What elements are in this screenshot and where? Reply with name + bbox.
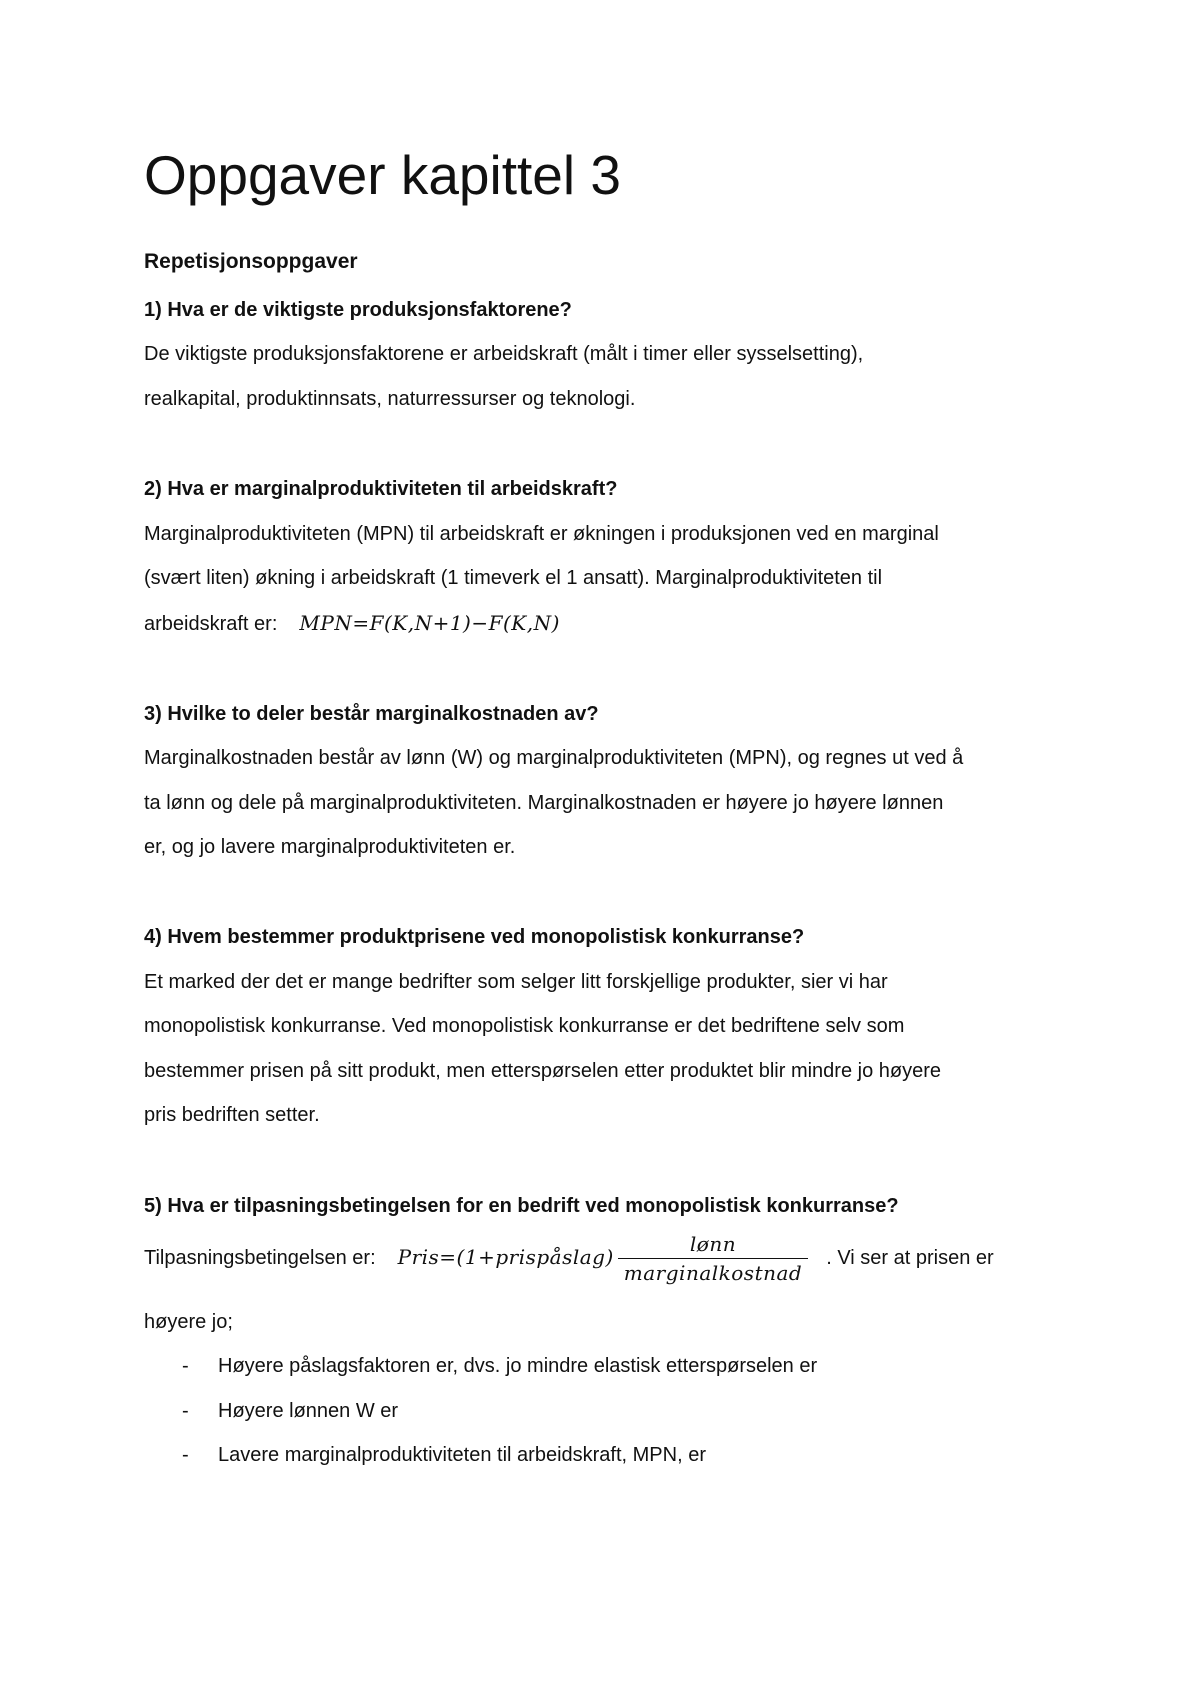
list-item [182,1352,817,1380]
question-3: 3) Hvilke to deler består marginalkostnaden av? [144,703,599,725]
formula-fraction [618,1232,808,1285]
answer-3-line-2: ta lønn og dele på marginalproduktiviteten. Marginalkostnaden er høyere jo høyere lønnen [144,792,944,814]
answer-4-line-2: monopolistisk konkurranse. Ved monopolistisk konkurranse er det bedriftene selv som [144,1015,905,1037]
answer-4-line-3: bestemmer prisen på sitt produkt, men etterspørselen etter produktet blir mindre jo høyere [144,1060,942,1082]
formula-outro: . Vi ser at prisen er [826,1247,994,1269]
price-formula [397,1232,813,1285]
question-4: 4) Hvem bestemmer produktprisene ved monopolistisk konkurranse? [144,926,805,948]
answer-2-line-2: (svært liten) økning i arbeidskraft (1 timeverk el 1 ansatt). Marginalproduktiviteten til [144,567,883,589]
list-item-text: Lavere marginalproduktiviteten til arbeidskraft, MPN, er [218,1444,706,1466]
answer-2-formula-line [144,609,560,638]
mpn-formula: MPN=F(K,N+1)−F(K,N) [299,611,560,635]
answer-4-line-1: Et marked der det er mange bedrifter som selger litt forskjellige produkter, sier vi har [144,971,888,993]
question-2: 2) Hva er marginalproduktiviteten til arbeidskraft? [144,478,618,500]
list-item-text: Høyere lønnen W er [218,1400,399,1422]
answer-5-formula-line [144,1232,994,1285]
question-1: 1) Hva er de viktigste produksjonsfaktorene? [144,299,572,321]
formula-left: Pris=(1+prispåslag) [397,1245,614,1269]
answer-5-continuation: høyere jo; [144,1311,233,1333]
formula-intro: arbeidskraft er: [144,613,278,635]
list-item [182,1441,706,1469]
section-heading: Repetisjonsoppgaver [144,250,358,273]
bullet-marker: - [182,1444,189,1466]
list-item-text: Høyere påslagsfaktoren er, dvs. jo mindre elastisk etterspørselen er [218,1355,818,1377]
bullet-marker: - [182,1355,189,1377]
formula-intro: Tilpasningsbetingelsen er: [144,1247,376,1269]
formula-numerator: lønn [618,1232,808,1259]
question-5: 5) Hva er tilpasningsbetingelsen for en bedrift ved monopolistisk konkurranse? [144,1195,899,1217]
answer-1-line-2: realkapital, produktinnsats, naturressurser og teknologi. [144,388,636,410]
list-item [182,1397,398,1425]
answer-2-line-1: Marginalproduktiviteten (MPN) til arbeidskraft er økningen i produksjonen ved en marginal [144,523,939,545]
bullet-marker: - [182,1400,189,1422]
formula-denominator: marginalkostnad [623,1261,803,1285]
page-title: Oppgaver kapittel 3 [144,144,621,206]
answer-3-line-3: er, og jo lavere marginalproduktiviteten er. [144,836,516,858]
answer-4-line-4: pris bedriften setter. [144,1104,320,1126]
answer-1-line-1: De viktigste produksjonsfaktorene er arbeidskraft (målt i timer eller sysselsetting), [144,343,864,365]
answer-3-line-1: Marginalkostnaden består av lønn (W) og marginalproduktiviteten (MPN), og regnes ut ved å [144,747,964,769]
